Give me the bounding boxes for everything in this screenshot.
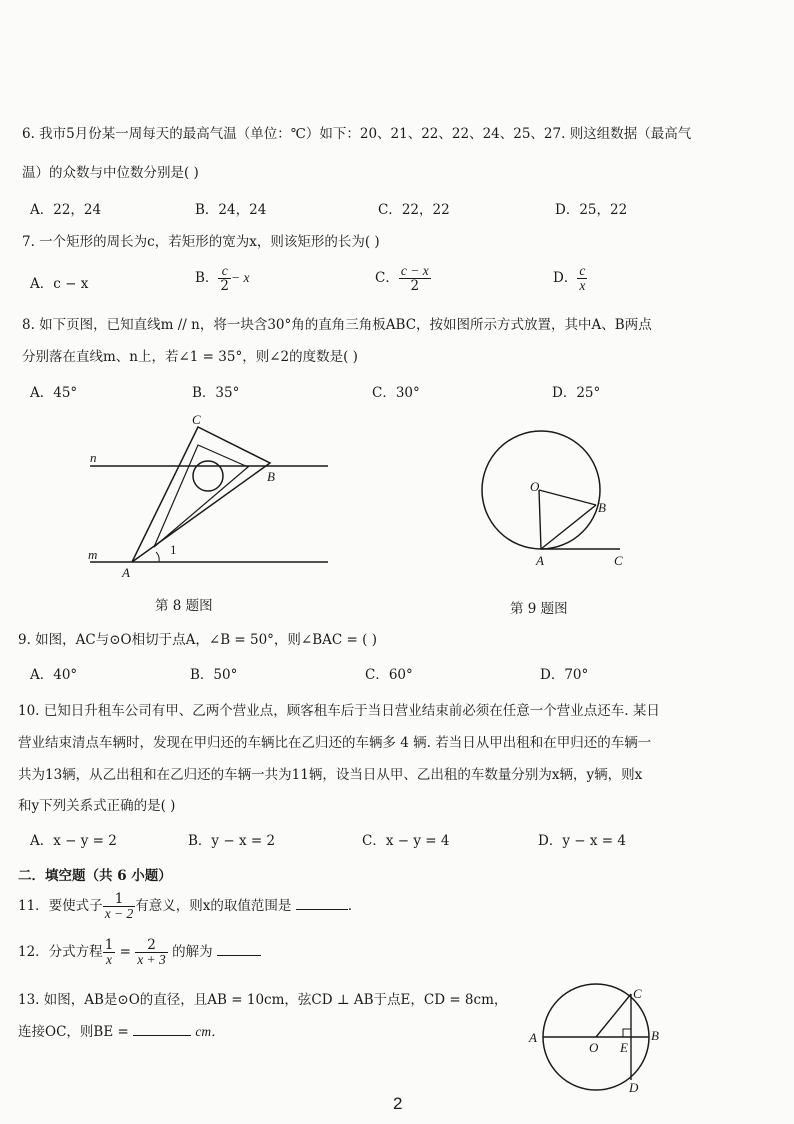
label-c: C <box>633 986 642 1001</box>
q9-stem: 9. 如图，AC与⊙O相切于点A，∠B = 50°，则∠BAC = ( ) <box>18 632 377 648</box>
label-o: O <box>530 479 540 494</box>
label-d: D <box>629 1080 639 1095</box>
figure-9 <box>470 405 640 575</box>
right-angle-mark <box>623 1029 631 1037</box>
q7-option-d: D． $\frac{c}{x}$ <box>553 263 586 294</box>
triangle-abc <box>132 427 270 562</box>
q12-stem: 12．分式方程 $\frac{1}{x}$ = $\frac{2}{x + 3}$ 的解为 <box>18 938 261 967</box>
q6-option-b: B．24，24 <box>195 202 267 218</box>
q6-line2: 温）的众数与中位数分别是( ) <box>22 165 199 181</box>
q8-option-a: A．45° <box>30 385 78 401</box>
q13-line2: 连接OC，则BE = cm． <box>18 1024 225 1040</box>
q13-line1: 13. 如图，AB是⊙O的直径，且AB = 10cm，弦CD ⊥ AB于点E，CD = 8cm， <box>18 992 508 1008</box>
q7-stem: 7. 一个矩形的周长为c，若矩形的宽为x，则该矩形的长为( ) <box>22 234 380 250</box>
angle-1-arc <box>156 552 159 562</box>
label-c: C <box>614 553 623 568</box>
q13-answer-blank[interactable] <box>133 1023 191 1036</box>
label-m: m <box>88 547 98 562</box>
label-e: E <box>620 1040 628 1055</box>
figure-9-caption: 第 9 题图 <box>510 601 568 617</box>
q6-option-a: A．22，24 <box>30 202 102 218</box>
triangle-inner-edge <box>154 445 248 547</box>
q10-option-d: D．y − x = 4 <box>538 833 626 849</box>
q9-option-d: D．70° <box>540 667 589 683</box>
segment-oa <box>539 490 541 549</box>
q11-stem: 11．要使式子 $\frac{1}{x - 2}$ 有意义，则x的取值范围是 . <box>18 891 353 922</box>
segment-ob <box>539 490 596 505</box>
label-b: B <box>598 500 606 515</box>
q6-line1: 6. 我市5月份某一周每天的最高气温（单位：℃）如下：20、21、22、22、24、25、27. 则这组数据（最高气 <box>22 126 692 142</box>
label-b: B <box>651 1028 659 1043</box>
figure-8 <box>80 405 340 585</box>
q7-option-c: C． $\frac{c - x}{2}$ <box>375 263 429 295</box>
q8-option-c: C．30° <box>372 385 420 401</box>
label-n: n <box>90 450 97 465</box>
label-a: A <box>529 1030 537 1045</box>
segment-oc <box>596 994 631 1037</box>
q8-option-d: D．25° <box>552 385 601 401</box>
q7-option-b: B． $\frac{c}{2}$ − x <box>195 263 250 295</box>
q10-line3: 共为13辆，从乙出租和在乙归还的车辆一共为11辆，设当日从甲、乙出租的车数量分别为x辆，y辆，则x <box>18 767 643 783</box>
q8-line1: 8. 如下页图，已知直线m // n，将一块含30°角的直角三角板ABC，按如图所示方式放置，其中A、B两点 <box>22 317 652 333</box>
q11-answer-blank[interactable] <box>296 897 348 910</box>
section-2-title: 二．填空题（共 6 小题） <box>18 868 172 884</box>
q9-option-c: C．60° <box>365 667 413 683</box>
label-angle-1: 1 <box>170 542 177 557</box>
q12-answer-blank[interactable] <box>217 943 261 956</box>
label-a: A <box>122 565 130 580</box>
q6-option-c: C．22，22 <box>378 202 450 218</box>
q8-option-b: B．35° <box>192 385 240 401</box>
figure-8-caption: 第 8 题图 <box>155 598 213 614</box>
q10-option-a: A．x − y = 2 <box>30 833 117 849</box>
q10-line2: 营业结束清点车辆时，发现在甲归还的车辆比在乙归还的车辆多 4 辆. 若当日从甲出租和在甲归还的车辆一 <box>18 735 652 751</box>
q10-line4: 和y下列关系式正确的是( ) <box>18 798 176 814</box>
label-c: C <box>192 412 201 427</box>
label-b: B <box>267 469 275 484</box>
q10-option-c: C．x − y = 4 <box>362 833 450 849</box>
q10-option-b: B．y − x = 2 <box>188 833 276 849</box>
q9-option-b: B．50° <box>190 667 238 683</box>
q10-line1: 10. 已知日升租车公司有甲、乙两个营业点，顾客租车后于当日营业结束前必须在任意一个营业点还车. 某日 <box>18 703 660 719</box>
label-a: A <box>536 553 544 568</box>
label-o: O <box>589 1040 599 1055</box>
q6-option-d: D．25，22 <box>555 202 628 218</box>
q9-option-a: A．40° <box>30 667 78 683</box>
q7-option-a: A．c − x <box>30 276 89 292</box>
q8-line2: 分别落在直线m、n上，若∠1 = 35°，则∠2的度数是( ) <box>22 349 358 365</box>
figure-13 <box>525 980 675 1095</box>
page-number: 2 <box>393 1094 403 1113</box>
